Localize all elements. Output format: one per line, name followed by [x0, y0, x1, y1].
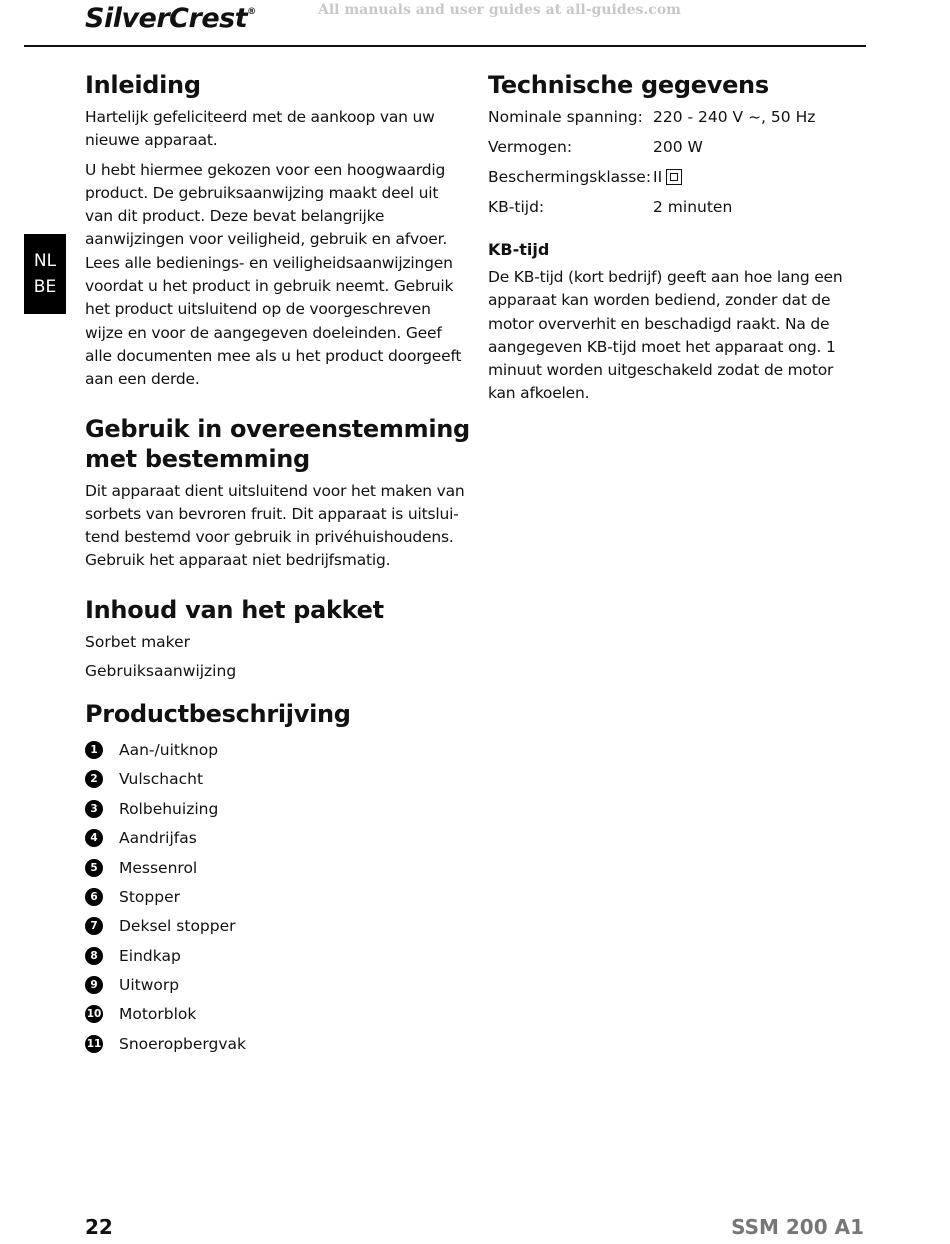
section-intended-use [85, 414, 470, 573]
part-label: Eindkap [119, 946, 181, 965]
brand-name: SilverCrest [85, 3, 248, 34]
part-label: Aandrijfas [119, 829, 197, 848]
spec-row [488, 166, 863, 196]
list-item [85, 794, 470, 823]
spec-table [488, 106, 863, 226]
spec-label: Vermogen: [488, 138, 573, 156]
heading-kb-time: KB-tijd [488, 240, 550, 259]
spec-value: 2 minuten [653, 198, 733, 216]
intro-paragraph-2: U hebt hiermee gekozen voor een hoogwaardig product. De gebruiksaanwijzing maakt deel uit van dit product. Deze bevat belangrijke aanwijzingen voor veiligheid, gebruik en afvoer. Lees alle bedienings- en veiligheidsaanwijzingen voordat u het product in gebruik neemt. Gebruik het product uitsluitend op de voorgeschreven wijze en voor de aangegeven doeleinden. Geef alle documenten mee als u het product doorgeeft aan een derde. [85, 160, 462, 389]
part-label: Snoeropbergvak [119, 1034, 246, 1053]
registered-mark: ® [247, 7, 256, 17]
spec-label: KB-tijd: [488, 198, 545, 216]
spec-value: 200 W [653, 138, 703, 156]
number-badge-icon: 5 [85, 859, 103, 877]
list-item [85, 735, 470, 764]
intro-paragraph-1: Hartelijk gefeliciteerd met de aankoop van uw nieuwe apparaat. [85, 108, 435, 150]
right-column [488, 70, 863, 432]
section-technical-data [488, 70, 863, 226]
language-tab-nl: NL [33, 251, 57, 271]
language-tab-be: BE [33, 277, 57, 297]
heading-intro: Inleiding [85, 71, 201, 99]
section-intro [85, 70, 470, 392]
product-parts-list [85, 735, 470, 1058]
part-label: Uitworp [119, 976, 180, 995]
number-badge-icon: 11 [85, 1035, 103, 1053]
heading-intended-use: Gebruik in overeenstemming met bestemming [85, 414, 470, 473]
part-label: Messenrol [119, 858, 198, 877]
part-label: Rolbehuizing [119, 799, 219, 818]
part-label: Motorblok [119, 1005, 197, 1024]
spec-row [488, 196, 863, 226]
number-badge-icon: 6 [85, 888, 103, 906]
page-number: 22 [85, 1215, 113, 1239]
brand-logo [85, 3, 256, 34]
intended-use-paragraph: Dit apparaat dient uitsluitend voor het maken van sorbets van bevroren fruit. Dit apparaat is uitslui-tend bestemd voor gebruik in privéhuishoudens. Gebruik het apparaat niet bedrijfsmatig. [85, 481, 465, 570]
list-item [85, 1000, 470, 1029]
package-item-2: Gebruiksaanwijzing [85, 662, 237, 681]
protection-class-text: II [653, 168, 663, 186]
heading-technical-data: Technische gegevens [488, 71, 769, 99]
heading-product-description: Productbeschrijving [85, 700, 351, 729]
language-tab [24, 234, 66, 314]
double-insulation-icon [666, 169, 682, 185]
header-rule [24, 45, 866, 47]
list-item [85, 1029, 470, 1058]
spec-row [488, 106, 863, 136]
number-badge-icon: 7 [85, 917, 103, 935]
kb-time-paragraph: De KB-tijd (kort bedrijf) geeft aan hoe lang een apparaat kan worden bediend, zonder dat de motor oververhit en beschadigd raakt. Na de aangegeven KB-tijd moet het apparaat ong. 1 minuut worden uitgeschakeld zodat de motor kan afkoelen. [488, 268, 843, 403]
spec-label: Beschermingsklasse: [488, 168, 652, 186]
section-product-description [85, 699, 470, 1058]
spec-row [488, 136, 863, 166]
number-badge-icon: 10 [85, 1005, 103, 1023]
number-badge-icon: 2 [85, 770, 103, 788]
list-item [85, 823, 470, 852]
package-item-1: Sorbet maker [85, 632, 191, 651]
list-item [85, 882, 470, 911]
left-column [85, 70, 470, 1085]
number-badge-icon: 9 [85, 976, 103, 994]
section-kb-time [488, 238, 863, 406]
list-item [85, 970, 470, 999]
part-label: Vulschacht [119, 770, 204, 789]
heading-package-contents: Inhoud van het pakket [85, 595, 384, 624]
part-label: Aan-/uitknop [119, 740, 219, 759]
section-package-contents [85, 595, 470, 684]
part-label: Stopper [119, 887, 180, 906]
number-badge-icon: 3 [85, 800, 103, 818]
part-label: Deksel stopper [119, 917, 236, 936]
spec-label: Nominale spanning: [488, 108, 643, 126]
model-number: SSM 200 A1 [731, 1215, 864, 1239]
list-item [85, 941, 470, 970]
number-badge-icon: 4 [85, 829, 103, 847]
watermark-text: All manuals and user guides at all-guides.com [318, 2, 681, 18]
number-badge-icon: 1 [85, 741, 103, 759]
spec-value-protection-class [653, 166, 863, 189]
list-item [85, 765, 470, 794]
list-item [85, 912, 470, 941]
spec-value: 220 - 240 V ~, 50 Hz [653, 108, 816, 126]
list-item [85, 853, 470, 882]
number-badge-icon: 8 [85, 947, 103, 965]
